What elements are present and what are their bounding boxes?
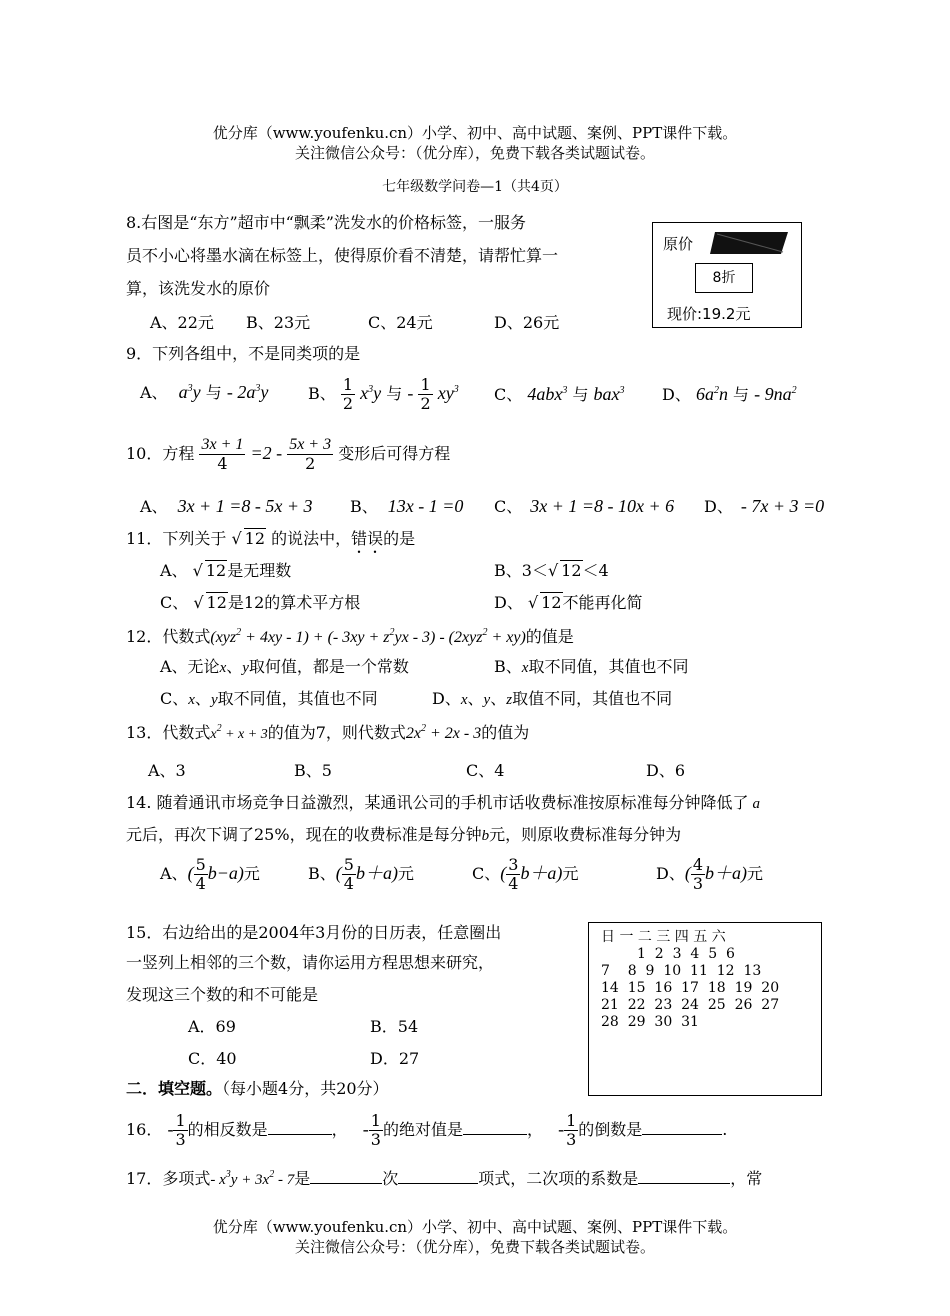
q10-option-a: A、 3x + 1 =8 - 5x + 3 (140, 496, 313, 516)
q13-option-d: D、6 (646, 761, 686, 780)
q14-line2a: 元后，再次下调了25%，现在的收费标准是每分钟 (126, 825, 482, 844)
q11-option-b: B、3＜√ 12＜4 (494, 561, 609, 580)
calendar-weekdays: 日 一 二 三 四 五 六 (601, 929, 726, 945)
q13-option-b: B、5 (294, 761, 332, 780)
q15-option-d: D．27 (370, 1049, 420, 1068)
q11-emphasis: 错误 (351, 529, 384, 548)
q8-option-d: D、26元 (494, 313, 560, 332)
q9-c-expr1: 4abx$^3$ (527, 384, 568, 404)
q14-unit-a: 元 (243, 864, 260, 883)
q17-blank-1[interactable] (310, 1167, 382, 1184)
q10-frac2: $\frac{5x + 3}{2}$ (289, 436, 332, 473)
q12-label-b: B、 (494, 657, 522, 676)
ink-blot (709, 231, 789, 255)
calendar-week-1: 1 2 3 4 5 6 (637, 946, 735, 962)
q14-label-d: D、 (656, 864, 685, 883)
q12-option-d: D、x、y、z取值不同，其值也不同 (432, 689, 673, 708)
q16-blank-2[interactable] (463, 1118, 527, 1135)
q12-d-mid1: 、 (467, 689, 484, 708)
q14-unit-c: 元 (562, 864, 579, 883)
q15-option-c: C．40 (188, 1049, 237, 1068)
q16-t3: 的倒数是 (578, 1120, 643, 1139)
q10-option-b: B、 13x - 1 =0 (350, 496, 464, 516)
q13-stem: 13．代数式$x^2 + x + 3$的值为7，则代数式$2x^2 + 2x - 3$的值为 (126, 723, 530, 742)
q11-suffix-a: 的说法中， (271, 529, 352, 548)
q14-unit-d: 元 (747, 864, 764, 883)
q10-label-d: D、 (704, 497, 733, 516)
q9-d-expr2: - $9na^2$ (754, 384, 797, 404)
q17-t2: 次 (382, 1169, 399, 1188)
q11-text-a: 是无理数 (227, 561, 292, 580)
q14-line2b: 元，则原收费标准每分钟为 (489, 825, 682, 844)
q11-stem (126, 526, 415, 557)
q9-option-c (494, 382, 625, 405)
q10-frac1: $\frac{3x + 1}{4}$ (201, 436, 244, 473)
q10-label-c: C、 (494, 497, 523, 516)
q9-option-d (662, 382, 797, 405)
q11-label-d: D、 (494, 593, 523, 612)
q11-label-b: B、3＜ (494, 561, 548, 580)
q15-line-1: 15．右边给出的是2004年3月份的日历表，任意圈出 (126, 923, 502, 942)
q12-option-a: A、无论x、y取何值，都是一个常数 (160, 657, 409, 676)
q11-label-c: C、 (160, 593, 189, 612)
q14-label-b: B、 (308, 864, 336, 883)
q14-line-2 (126, 822, 681, 845)
q15-line-3: 发现这三个数的和不可能是 (126, 985, 319, 1004)
q13-option-a: A、3 (148, 761, 186, 780)
q11-text-d: 不能再化简 (562, 593, 643, 612)
q12-label-d: D、 (432, 689, 461, 708)
q11-text-c: 是12的算术平方根 (227, 593, 361, 612)
q10-label-a: A、 (140, 497, 168, 516)
q12-text-c: 取不同值，其值也不同 (217, 689, 378, 708)
q12-suffix: 的值是 (525, 627, 574, 646)
q11-option-a: A、 √ 12是无理数 (160, 561, 292, 580)
q14-var-a: a (752, 796, 761, 812)
q14-label-a: A、 (160, 864, 188, 883)
q16: 16． - $\frac{1}{3}$ 的相反数是 ， - $\frac{1}{3}$ 的绝对值是 ， - $\frac{1}{3}$ 的倒数是 . (126, 1111, 728, 1149)
q9-a-expr1: $a^3y$ (178, 382, 201, 402)
q17-t1: 是 (294, 1169, 311, 1188)
q9-d-expr1: $6a^2n$ (695, 384, 728, 404)
page-title: 七年级数学问卷—1（共4页） (382, 179, 568, 195)
q9-label-d: D、 (662, 385, 691, 404)
q9-a-expr2: - $2a^3y$ (226, 382, 269, 402)
q9-b-frac2: $\frac{1}{2}$ (420, 375, 431, 413)
calendar-week-3: 14 15 16 17 18 19 20 (601, 980, 780, 996)
calendar-week-4: 21 22 23 24 25 26 27 (601, 997, 780, 1013)
q16-end: . (722, 1120, 728, 1139)
q12-prefix: 12．代数式 (126, 627, 211, 646)
q14-unit-b: 元 (397, 864, 414, 883)
q12-text-d: 取值不同，其值也不同 (512, 689, 673, 708)
q12-text-a: 取何值，都是一个常数 (248, 657, 409, 676)
q10-option-c: C、 3x + 1 =8 - 10x + 6 (494, 496, 675, 516)
section-2-note: （每小题4分，共20分） (222, 1079, 389, 1098)
q15-option-a: A．69 (188, 1017, 236, 1036)
q12-a-mid: 、 (226, 657, 243, 676)
q11-suffix-b: 的是 (383, 529, 416, 548)
q9-b-expr2: $xy^3$ (437, 383, 459, 403)
header-line-2: 关注微信公众号：（优分库），免费下载各类试题试卷。 (294, 144, 655, 162)
q8-line-2: 员不小心将墨水滴在标签上，使得原价看不清楚，请帮忙算一 (126, 246, 559, 265)
q16-prefix: 16． (126, 1120, 163, 1139)
q9-b-expr1: $x^3y$ (360, 383, 382, 403)
q14-option-b: B、( $\frac{5}{4}$ b＋a)元 (308, 855, 414, 893)
q12-label-a: A、无论 (160, 657, 220, 676)
header-line-1: 优分库（www.youfenku.cn）小学、初中、高中试题、案例、PPT课件下载。 (212, 124, 738, 142)
q9-c-conj: 与 (572, 385, 589, 404)
q14-option-d: D、( $\frac{4}{3}$ b＋a)元 (656, 855, 764, 893)
q14-label-c: C、 (472, 864, 501, 883)
q10-stem: 10．方程 $\frac{3x + 1}{4}$ =2 - $\frac{5x + 3}{2}$ 变形后可得方程 (126, 436, 451, 473)
section-2-heading (126, 1076, 389, 1099)
q8-option-b: B、23元 (246, 313, 311, 332)
q14-option-c: C、( $\frac{3}{4}$ b＋a)元 (472, 855, 579, 893)
q11-radicand: 12 (244, 529, 266, 548)
calendar-week-5: 28 29 30 31 (601, 1014, 699, 1030)
q12-option-b: B、x取不同值，其值也不同 (494, 657, 689, 676)
q9-a-conj: 与 (205, 383, 222, 402)
q12-label-c: C、 (160, 689, 189, 708)
q16-blank-1[interactable] (268, 1118, 332, 1135)
q9-b-frac1: $\frac{1}{2}$ (342, 375, 354, 413)
q9-d-conj: 与 (733, 385, 750, 404)
q14-var-b: b (481, 828, 490, 844)
q8-line-3: 算，该洗发水的原价 (126, 279, 271, 298)
q11-option-d: D、 √ 12不能再化简 (494, 593, 643, 612)
q17-blank-3[interactable] (638, 1167, 730, 1184)
q10-suffix: 变形后可得方程 (338, 444, 451, 463)
q17-t3: 项式，二次项的系数是 (478, 1169, 639, 1188)
price-tag (652, 222, 802, 328)
tag-original-label: 原价 (663, 235, 694, 253)
q15-line-2: 一竖列上相邻的三个数，请你运用方程思想来研究， (126, 953, 495, 972)
q12-stem: 12．代数式(xyz$^2$ + 4xy - 1) + (- $3xy + z^2yx - 3) - (2xyz^2 + xy)$的值是 (126, 627, 574, 646)
q12-d-mid2: 、 (490, 689, 507, 708)
q12-text-b: 取不同值，其值也不同 (528, 657, 689, 676)
q16-t1: 的相反数是 (187, 1120, 268, 1139)
q16-sep-2: ， (526, 1120, 543, 1139)
q14-line-1 (126, 790, 760, 813)
q16-blank-3[interactable] (642, 1118, 722, 1135)
footer-line-1: 优分库（www.youfenku.cn）小学、初中、高中试题、案例、PPT课件下载。 (212, 1218, 738, 1236)
tag-current-price: 现价:19.2元 (667, 305, 751, 323)
q13-suffix: 的值为 (481, 723, 530, 742)
q16-t2: 的绝对值是 (382, 1120, 463, 1139)
q13-option-c: C、4 (466, 761, 505, 780)
q12-option-c: C、x、y取不同值，其值也不同 (160, 689, 378, 708)
q16-sep-1: ， (331, 1120, 348, 1139)
q15-option-b: B．54 (370, 1017, 419, 1036)
q11-text-b: ＜4 (582, 561, 609, 580)
q8-line-1: 8.右图是“东方”超市中“飘柔”洗发水的价格标签，一服务 (126, 213, 526, 232)
q11-prefix: 11．下列关于 (126, 529, 227, 548)
q9-option-b: B、 $\frac{1}{2}$ $x^3y$ 与 - $\frac{1}{2}$ $xy^3$ (308, 375, 459, 413)
q9-label-b: B、 (308, 384, 336, 403)
q11-option-c: C、 √ 12是12的算术平方根 (160, 593, 361, 612)
q9-stem: 9．下列各组中，不是同类项的是 (126, 344, 361, 363)
q9-label-c: C、 (494, 385, 523, 404)
tag-discount: 8折 (695, 263, 753, 293)
q9-c-expr2: bax$^3$ (593, 384, 625, 404)
sqrt-icon: √ (231, 529, 242, 548)
q17-t4: ，常 (730, 1169, 763, 1188)
calendar (588, 922, 822, 1096)
q13-prefix: 13．代数式 (126, 723, 211, 742)
q9-option-a (140, 380, 268, 403)
q13-mid: 的值为7，则代数式 (267, 723, 406, 742)
q10-option-d: D、 - 7x + 3 =0 (704, 496, 825, 516)
q14-line1-text: 14. 随着通讯市场竞争日益激烈，某通讯公司的手机市话收费标准按原标准每分钟降低了 (126, 793, 749, 812)
q8-option-a: A、22元 (150, 313, 214, 332)
footer-line-2: 关注微信公众号：（优分库），免费下载各类试题试卷。 (294, 1238, 655, 1256)
q8-option-c: C、24元 (368, 313, 433, 332)
q9-label-a: A、 (140, 383, 168, 402)
q12-c-mid: 、 (194, 689, 211, 708)
q17: 17．多项式- $x^3y + 3x^2 - 7$是 次 项式，二次项的系数是 ，常 (126, 1169, 763, 1188)
calendar-week-2: 7 8 9 10 11 12 13 (601, 963, 762, 979)
q17-prefix: 17．多项式 (126, 1169, 211, 1188)
q10-label-b: B、 (350, 497, 378, 516)
q11-label-a: A、 (160, 561, 188, 580)
q17-blank-2[interactable] (398, 1167, 478, 1184)
q14-option-a: A、( $\frac{5}{4}$ b−a)元 (160, 855, 260, 893)
q10-prefix: 10．方程 (126, 444, 195, 463)
section-2-title: 二．填空题。 (126, 1079, 223, 1098)
q9-b-conj: 与 (386, 384, 403, 403)
